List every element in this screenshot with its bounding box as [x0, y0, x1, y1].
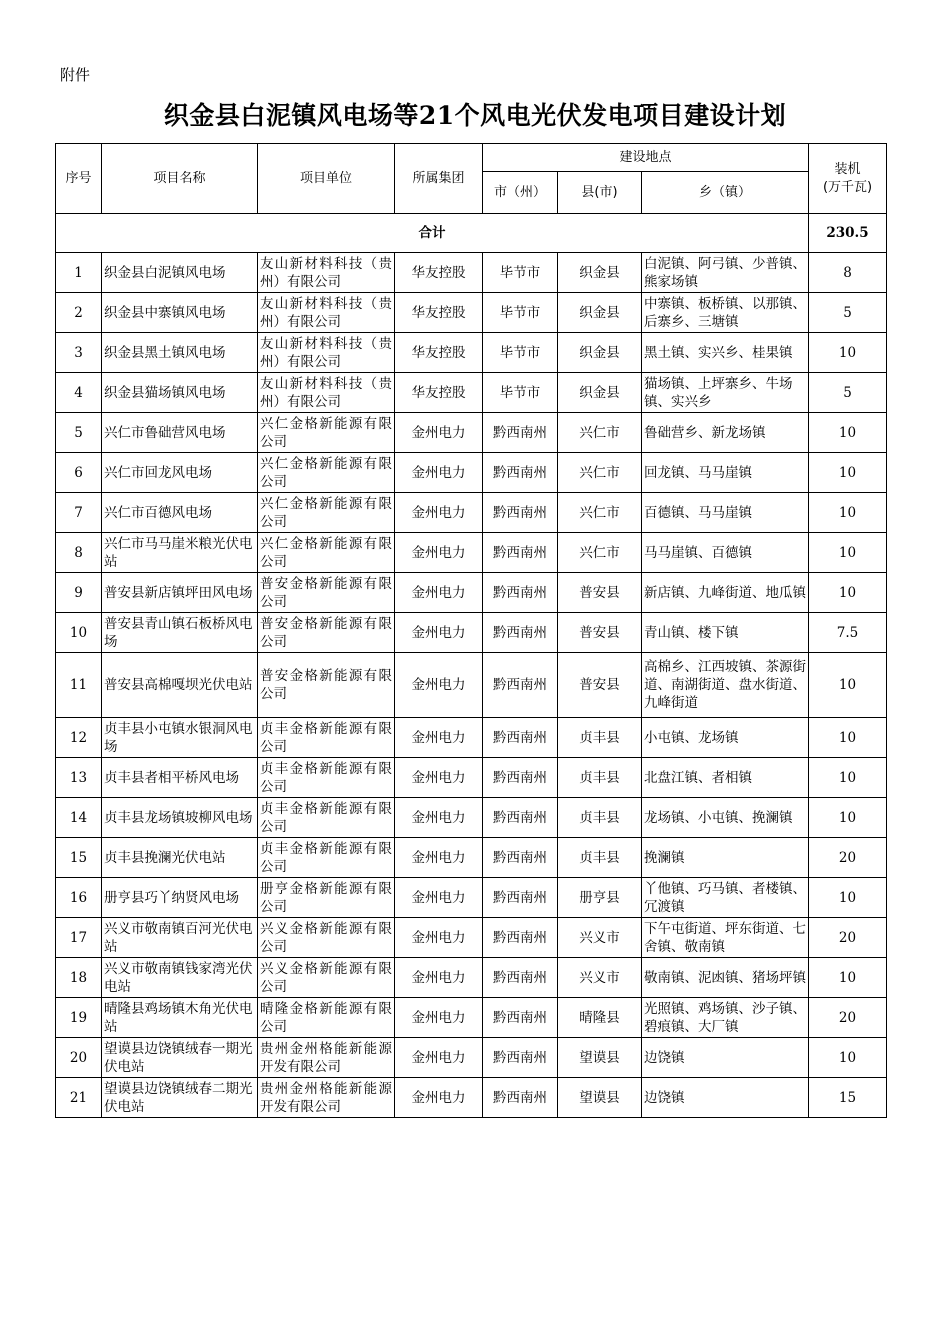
row-capacity: 8 [809, 253, 887, 293]
row-capacity: 7.5 [809, 613, 887, 653]
table-row [56, 758, 887, 798]
row-county: 贞丰县 [558, 758, 642, 798]
row-city: 黔西南州 [483, 998, 558, 1038]
row-project-unit: 兴义金格新能源有限公司 [258, 918, 395, 958]
row-town: 新店镇、九峰街道、地瓜镇 [642, 573, 809, 613]
row-city: 毕节市 [483, 373, 558, 413]
row-project-unit: 贵州金州格能新能源开发有限公司 [258, 1038, 395, 1078]
table-row [56, 293, 887, 333]
row-city: 黔西南州 [483, 718, 558, 758]
row-project-name: 织金县猫场镇风电场 [102, 373, 258, 413]
row-capacity: 10 [809, 958, 887, 998]
row-group: 金州电力 [395, 998, 483, 1038]
table-row [56, 1038, 887, 1078]
row-town: 白泥镇、阿弓镇、少普镇、熊家场镇 [642, 253, 809, 293]
row-town: 边饶镇 [642, 1078, 809, 1118]
row-group: 金州电力 [395, 493, 483, 533]
row-group: 金州电力 [395, 838, 483, 878]
row-project-name: 普安县高棉嘎坝光伏电站 [102, 653, 258, 718]
header-project-name: 项目名称 [102, 144, 258, 214]
row-group: 金州电力 [395, 573, 483, 613]
row-city: 黔西南州 [483, 613, 558, 653]
row-seq: 21 [56, 1078, 102, 1118]
row-city: 毕节市 [483, 253, 558, 293]
row-project-unit: 友山新材料科技（贵州）有限公司 [258, 253, 395, 293]
row-capacity: 10 [809, 573, 887, 613]
row-capacity: 5 [809, 373, 887, 413]
row-capacity: 20 [809, 838, 887, 878]
row-city: 毕节市 [483, 333, 558, 373]
row-county: 望谟县 [558, 1038, 642, 1078]
row-seq: 13 [56, 758, 102, 798]
row-town: 挽澜镇 [642, 838, 809, 878]
row-city: 黔西南州 [483, 573, 558, 613]
row-group: 华友控股 [395, 293, 483, 333]
row-project-unit: 兴仁金格新能源有限公司 [258, 413, 395, 453]
row-project-unit: 兴仁金格新能源有限公司 [258, 533, 395, 573]
table-row [56, 333, 887, 373]
row-capacity: 10 [809, 718, 887, 758]
header-capacity-line1: 装机 [834, 161, 861, 177]
table-row [56, 493, 887, 533]
table-row [56, 798, 887, 838]
row-project-name: 织金县白泥镇风电场 [102, 253, 258, 293]
row-group: 华友控股 [395, 253, 483, 293]
row-seq: 11 [56, 653, 102, 718]
row-town: 青山镇、楼下镇 [642, 613, 809, 653]
row-county: 织金县 [558, 253, 642, 293]
header-project-unit: 项目单位 [258, 144, 395, 214]
row-project-unit: 贵州金州格能新能源开发有限公司 [258, 1078, 395, 1118]
row-group: 金州电力 [395, 758, 483, 798]
row-capacity: 10 [809, 878, 887, 918]
row-city: 黔西南州 [483, 1038, 558, 1078]
row-project-name: 兴仁市百德风电场 [102, 493, 258, 533]
row-seq: 12 [56, 718, 102, 758]
row-seq: 2 [56, 293, 102, 333]
row-county: 兴义市 [558, 918, 642, 958]
row-town: 丫他镇、巧马镇、者楼镇、冗渡镇 [642, 878, 809, 918]
document-title: 织金县白泥镇风电场等21个风电光伏发电项目建设计划 [163, 101, 787, 130]
row-city: 黔西南州 [483, 918, 558, 958]
header-city: 市（州） [483, 172, 558, 214]
header-capacity-line2: (万千瓦) [822, 179, 873, 195]
table-row [56, 413, 887, 453]
row-seq: 1 [56, 253, 102, 293]
row-group: 金州电力 [395, 613, 483, 653]
row-group: 华友控股 [395, 373, 483, 413]
row-group: 金州电力 [395, 1038, 483, 1078]
row-project-unit: 普安金格新能源有限公司 [258, 653, 395, 718]
row-project-unit: 友山新材料科技（贵州）有限公司 [258, 333, 395, 373]
row-seq: 10 [56, 613, 102, 653]
row-county: 织金县 [558, 373, 642, 413]
row-seq: 6 [56, 453, 102, 493]
row-group: 金州电力 [395, 653, 483, 718]
row-county: 织金县 [558, 333, 642, 373]
row-group: 金州电力 [395, 918, 483, 958]
row-project-name: 册亨县巧丫纳贤风电场 [102, 878, 258, 918]
row-seq: 18 [56, 958, 102, 998]
row-group: 金州电力 [395, 453, 483, 493]
row-seq: 16 [56, 878, 102, 918]
row-group: 金州电力 [395, 1078, 483, 1118]
row-group: 金州电力 [395, 878, 483, 918]
table-row [56, 878, 887, 918]
row-town: 北盘江镇、者相镇 [642, 758, 809, 798]
row-county: 兴仁市 [558, 493, 642, 533]
table-row [56, 958, 887, 998]
row-seq: 3 [56, 333, 102, 373]
row-town: 小屯镇、龙场镇 [642, 718, 809, 758]
row-county: 兴仁市 [558, 533, 642, 573]
row-project-unit: 兴仁金格新能源有限公司 [258, 493, 395, 533]
row-capacity: 5 [809, 293, 887, 333]
row-project-name: 兴义市敬南镇百河光伏电站 [102, 918, 258, 958]
total-row [56, 214, 887, 253]
row-county: 普安县 [558, 573, 642, 613]
row-county: 晴隆县 [558, 998, 642, 1038]
row-seq: 9 [56, 573, 102, 613]
row-project-name: 贞丰县龙场镇坡柳风电场 [102, 798, 258, 838]
row-group: 金州电力 [395, 413, 483, 453]
row-town: 光照镇、鸡场镇、沙子镇、碧痕镇、大厂镇 [642, 998, 809, 1038]
row-city: 黔西南州 [483, 878, 558, 918]
row-group: 金州电力 [395, 798, 483, 838]
attachment-label: 附件 [60, 66, 91, 84]
row-town: 黑土镇、实兴乡、桂果镇 [642, 333, 809, 373]
row-project-name: 织金县中寨镇风电场 [102, 293, 258, 333]
row-project-unit: 友山新材料科技（贵州）有限公司 [258, 293, 395, 333]
row-county: 册亨县 [558, 878, 642, 918]
row-town: 猫场镇、上坪寨乡、牛场镇、实兴乡 [642, 373, 809, 413]
row-seq: 19 [56, 998, 102, 1038]
row-county: 普安县 [558, 613, 642, 653]
row-city: 黔西南州 [483, 1078, 558, 1118]
row-city: 毕节市 [483, 293, 558, 333]
row-seq: 5 [56, 413, 102, 453]
row-city: 黔西南州 [483, 493, 558, 533]
row-city: 黔西南州 [483, 798, 558, 838]
row-project-name: 望谟县边饶镇绒春二期光伏电站 [102, 1078, 258, 1118]
row-project-unit: 贞丰金格新能源有限公司 [258, 758, 395, 798]
row-city: 黔西南州 [483, 453, 558, 493]
row-town: 高棉乡、江西坡镇、茶源街道、南湖街道、盘水街道、九峰街道 [642, 653, 809, 718]
row-city: 黔西南州 [483, 653, 558, 718]
table-row [56, 918, 887, 958]
row-project-name: 贞丰县挽澜光伏电站 [102, 838, 258, 878]
row-project-name: 贞丰县小屯镇水银洞风电场 [102, 718, 258, 758]
header-county: 县(市) [558, 172, 642, 214]
row-group: 金州电力 [395, 533, 483, 573]
row-city: 黔西南州 [483, 533, 558, 573]
row-capacity: 10 [809, 533, 887, 573]
table-row [56, 253, 887, 293]
row-county: 兴仁市 [558, 413, 642, 453]
row-capacity: 10 [809, 798, 887, 838]
row-capacity: 10 [809, 653, 887, 718]
row-project-name: 贞丰县者相平桥风电场 [102, 758, 258, 798]
row-group: 华友控股 [395, 333, 483, 373]
row-project-name: 望谟县边饶镇绒春一期光伏电站 [102, 1038, 258, 1078]
row-county: 普安县 [558, 653, 642, 718]
total-label: 合计 [56, 214, 809, 253]
table-row [56, 1078, 887, 1118]
row-seq: 15 [56, 838, 102, 878]
row-capacity: 10 [809, 758, 887, 798]
row-project-name: 普安县青山镇石板桥风电场 [102, 613, 258, 653]
table-row [56, 373, 887, 413]
row-project-unit: 贞丰金格新能源有限公司 [258, 718, 395, 758]
row-project-name: 兴仁市马马崖米粮光伏电站 [102, 533, 258, 573]
row-county: 望谟县 [558, 1078, 642, 1118]
row-county: 贞丰县 [558, 838, 642, 878]
row-project-name: 晴隆县鸡场镇木角光伏电站 [102, 998, 258, 1038]
row-seq: 4 [56, 373, 102, 413]
table-row [56, 998, 887, 1038]
row-project-unit: 册亨金格新能源有限公司 [258, 878, 395, 918]
row-seq: 8 [56, 533, 102, 573]
row-town: 敬南镇、泥凼镇、猪场坪镇 [642, 958, 809, 998]
row-project-name: 普安县新店镇坪田风电场 [102, 573, 258, 613]
row-project-unit: 普安金格新能源有限公司 [258, 573, 395, 613]
row-capacity: 10 [809, 413, 887, 453]
row-project-unit: 贞丰金格新能源有限公司 [258, 838, 395, 878]
row-town: 边饶镇 [642, 1038, 809, 1078]
row-town: 龙场镇、小屯镇、挽澜镇 [642, 798, 809, 838]
row-county: 兴义市 [558, 958, 642, 998]
row-county: 织金县 [558, 293, 642, 333]
row-project-unit: 兴义金格新能源有限公司 [258, 958, 395, 998]
row-group: 金州电力 [395, 958, 483, 998]
row-capacity: 20 [809, 998, 887, 1038]
row-city: 黔西南州 [483, 413, 558, 453]
row-city: 黔西南州 [483, 758, 558, 798]
row-project-name: 兴义市敬南镇钱家湾光伏电站 [102, 958, 258, 998]
row-project-name: 兴仁市鲁础营风电场 [102, 413, 258, 453]
table-row [56, 533, 887, 573]
row-town: 马马崖镇、百德镇 [642, 533, 809, 573]
row-seq: 14 [56, 798, 102, 838]
table-row [56, 573, 887, 613]
row-project-name: 兴仁市回龙风电场 [102, 453, 258, 493]
header-group: 所属集团 [395, 144, 483, 214]
header-capacity [809, 144, 887, 214]
table-row [56, 613, 887, 653]
row-project-name: 织金县黑土镇风电场 [102, 333, 258, 373]
row-capacity: 10 [809, 333, 887, 373]
row-project-unit: 友山新材料科技（贵州）有限公司 [258, 373, 395, 413]
row-county: 兴仁市 [558, 453, 642, 493]
table-row [56, 718, 887, 758]
header-location: 建设地点 [483, 144, 809, 172]
row-capacity: 10 [809, 493, 887, 533]
row-project-unit: 晴隆金格新能源有限公司 [258, 998, 395, 1038]
row-city: 黔西南州 [483, 958, 558, 998]
row-project-unit: 兴仁金格新能源有限公司 [258, 453, 395, 493]
row-capacity: 15 [809, 1078, 887, 1118]
row-capacity: 20 [809, 918, 887, 958]
row-town: 百德镇、马马崖镇 [642, 493, 809, 533]
row-project-unit: 贞丰金格新能源有限公司 [258, 798, 395, 838]
row-county: 贞丰县 [558, 718, 642, 758]
row-seq: 17 [56, 918, 102, 958]
row-town: 下午屯街道、坪东街道、七舍镇、敬南镇 [642, 918, 809, 958]
row-city: 黔西南州 [483, 838, 558, 878]
row-capacity: 10 [809, 453, 887, 493]
row-town: 中寨镇、板桥镇、以那镇、后寨乡、三塘镇 [642, 293, 809, 333]
row-town: 鲁础营乡、新龙场镇 [642, 413, 809, 453]
row-seq: 7 [56, 493, 102, 533]
row-county: 贞丰县 [558, 798, 642, 838]
table-row [56, 653, 887, 718]
row-project-unit: 普安金格新能源有限公司 [258, 613, 395, 653]
total-value: 230.5 [809, 214, 887, 253]
table-row [56, 838, 887, 878]
project-table [55, 143, 887, 1118]
row-seq: 20 [56, 1038, 102, 1078]
row-group: 金州电力 [395, 718, 483, 758]
row-capacity: 10 [809, 1038, 887, 1078]
header-town: 乡（镇） [642, 172, 809, 214]
row-town: 回龙镇、马马崖镇 [642, 453, 809, 493]
table-row [56, 453, 887, 493]
header-seq: 序号 [56, 144, 102, 214]
